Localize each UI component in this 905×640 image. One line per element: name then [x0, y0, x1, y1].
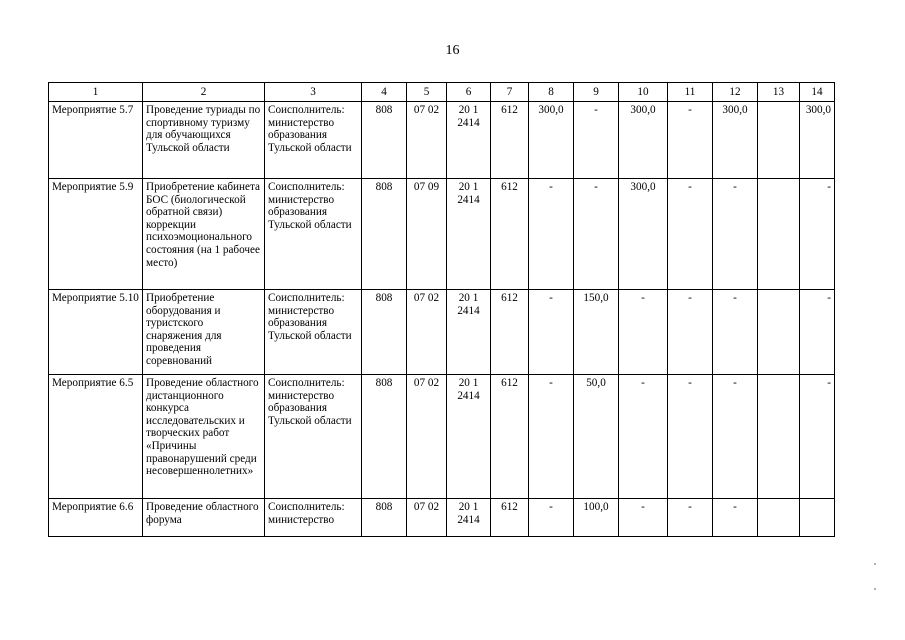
table-row	[49, 290, 835, 375]
cell-c7: 612	[491, 102, 529, 179]
cell-c7: 612	[491, 179, 529, 290]
cell-c6: 20 1 2414	[447, 179, 491, 290]
cell-c12: -	[713, 290, 758, 375]
table-row	[49, 102, 835, 179]
page-number: 16	[445, 43, 460, 58]
measure-name: Мероприятие 5.7	[49, 102, 143, 179]
column-header: 10	[619, 83, 668, 102]
column-header: 12	[713, 83, 758, 102]
measure-executor: Соисполнитель: министерство	[265, 499, 362, 537]
cell-c6: 20 1 2414	[447, 375, 491, 499]
column-header: 7	[491, 83, 529, 102]
header-row	[49, 83, 835, 102]
measure-description: Проведение областного дистанционного конкурса исследовательских и творческих работ «Причины правонарушений среди несовершеннолетних»	[143, 375, 265, 499]
measure-executor: Соисполнитель: министерство образования Тульской области	[265, 179, 362, 290]
cell-c9: -	[574, 179, 619, 290]
cell-c6: 20 1 2414	[447, 499, 491, 537]
cell-c13	[758, 102, 800, 179]
column-header: 2	[143, 83, 265, 102]
cell-c12: -	[713, 179, 758, 290]
measure-description: Проведение туриады по спортивному туризму для обучающихся Тульской области	[143, 102, 265, 179]
measure-description: Приобретение оборудования и туристского снаряжения для проведения соревнований	[143, 290, 265, 375]
column-header: 11	[668, 83, 713, 102]
cell-c9: -	[574, 102, 619, 179]
cell-c7: 612	[491, 290, 529, 375]
cell-c14: -	[800, 375, 835, 499]
table-row	[49, 375, 835, 499]
cell-c5: 07 02	[407, 375, 447, 499]
cell-c10: -	[619, 499, 668, 537]
cell-c4: 808	[362, 179, 407, 290]
cell-c13	[758, 290, 800, 375]
column-header: 5	[407, 83, 447, 102]
measure-name: Мероприятие 6.6	[49, 499, 143, 537]
column-header: 13	[758, 83, 800, 102]
cell-c7: 612	[491, 375, 529, 499]
cell-c14: -	[800, 290, 835, 375]
column-header: 8	[529, 83, 574, 102]
scan-speck	[874, 563, 876, 565]
cell-c12: -	[713, 375, 758, 499]
cell-c8: -	[529, 375, 574, 499]
cell-c13	[758, 179, 800, 290]
column-header: 14	[800, 83, 835, 102]
cell-c11: -	[668, 290, 713, 375]
cell-c13	[758, 499, 800, 537]
measure-executor: Соисполнитель: министерство образования Тульской области	[265, 375, 362, 499]
cell-c5: 07 09	[407, 179, 447, 290]
cell-c14: 300,0	[800, 102, 835, 179]
table-row	[49, 499, 835, 537]
cell-c12: -	[713, 499, 758, 537]
measure-name: Мероприятие 6.5	[49, 375, 143, 499]
column-header: 1	[49, 83, 143, 102]
cell-c11: -	[668, 499, 713, 537]
cell-c11: -	[668, 179, 713, 290]
cell-c14: -	[800, 179, 835, 290]
cell-c4: 808	[362, 290, 407, 375]
cell-c8: -	[529, 179, 574, 290]
cell-c10: 300,0	[619, 102, 668, 179]
cell-c5: 07 02	[407, 102, 447, 179]
cell-c14	[800, 499, 835, 537]
column-header: 9	[574, 83, 619, 102]
budget-table	[48, 82, 835, 537]
cell-c6: 20 1 2414	[447, 290, 491, 375]
cell-c10: 300,0	[619, 179, 668, 290]
cell-c4: 808	[362, 375, 407, 499]
cell-c8: -	[529, 290, 574, 375]
cell-c8: 300,0	[529, 102, 574, 179]
cell-c10: -	[619, 290, 668, 375]
cell-c7: 612	[491, 499, 529, 537]
measure-description: Проведение областного форума	[143, 499, 265, 537]
measure-executor: Соисполнитель: министерство образования Тульской области	[265, 290, 362, 375]
cell-c10: -	[619, 375, 668, 499]
column-header: 4	[362, 83, 407, 102]
cell-c8: -	[529, 499, 574, 537]
cell-c4: 808	[362, 102, 407, 179]
column-header: 3	[265, 83, 362, 102]
cell-c13	[758, 375, 800, 499]
cell-c12: 300,0	[713, 102, 758, 179]
cell-c4: 808	[362, 499, 407, 537]
scan-speck	[874, 588, 876, 590]
cell-c11: -	[668, 375, 713, 499]
cell-c9: 100,0	[574, 499, 619, 537]
cell-c6: 20 1 2414	[447, 102, 491, 179]
cell-c5: 07 02	[407, 290, 447, 375]
measure-description: Приобретение кабинета БОС (биологической обратной связи) коррекции психоэмоционального состояния (на 1 рабочее место)	[143, 179, 265, 290]
cell-c9: 50,0	[574, 375, 619, 499]
cell-c5: 07 02	[407, 499, 447, 537]
cell-c9: 150,0	[574, 290, 619, 375]
measure-name: Мероприятие 5.10	[49, 290, 143, 375]
measure-name: Мероприятие 5.9	[49, 179, 143, 290]
table-row	[49, 179, 835, 290]
cell-c11: -	[668, 102, 713, 179]
column-header: 6	[447, 83, 491, 102]
measure-executor: Соисполнитель: министерство образования Тульской области	[265, 102, 362, 179]
